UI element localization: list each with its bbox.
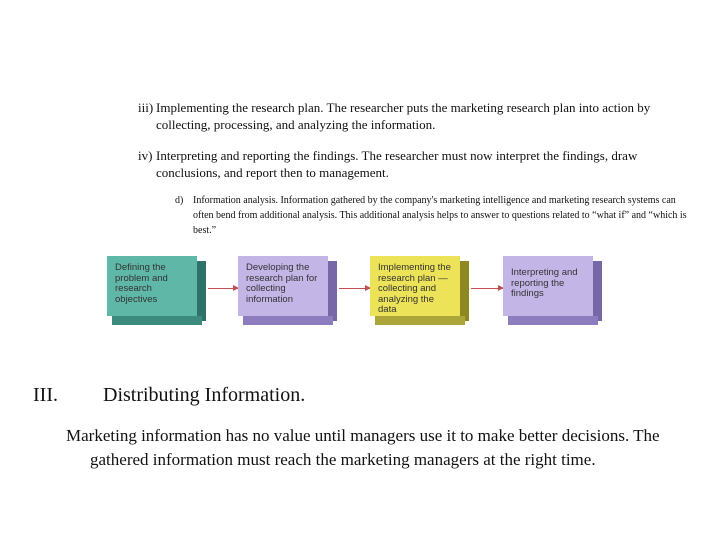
sub-item-d [175,193,693,238]
step-box-interpret-findings [503,256,593,316]
step-box-implement-plan [370,256,460,316]
section-title: Distributing Information. [103,384,306,406]
arrow-icon [339,288,370,289]
step-label: Interpreting and reporting the findings [511,267,578,299]
list-item-text: Interpreting and reporting the findings. The researcher must now interpret the findings, draw conclusions, and report then to management. [156,148,638,180]
list-number: d) [175,195,184,206]
step-label: Defining the problem and research objectives [115,262,168,305]
section-number: III. [33,384,58,406]
arrow-icon [208,288,238,289]
list-number: iii) [138,100,154,115]
list-number: iv) [138,148,153,163]
step-label: Implementing the research plan — collecting and analyzing the data [378,262,451,315]
step-box-develop-plan [238,256,328,316]
list-item-iii [138,99,696,133]
arrow-icon [471,288,503,289]
step-box-define-problem [107,256,197,316]
list-item-text: Implementing the research plan. The researcher puts the marketing research plan into action by collecting, processing, and analyzing the information. [156,100,651,132]
section-body: Marketing information has no value until managers use it to make better decisions. The gathered information must reach the marketing managers at the right time. [66,426,660,469]
step-label: Developing the research plan for collecting information [246,262,318,305]
sub-item-text: Information analysis. Information gathered by the company's marketing intelligence and marketing research systems can often bend from additional analysis. This additional analysis helps to answer to questions related to “what if” and “which is best.” [193,195,687,236]
list-item-iv [138,147,696,181]
